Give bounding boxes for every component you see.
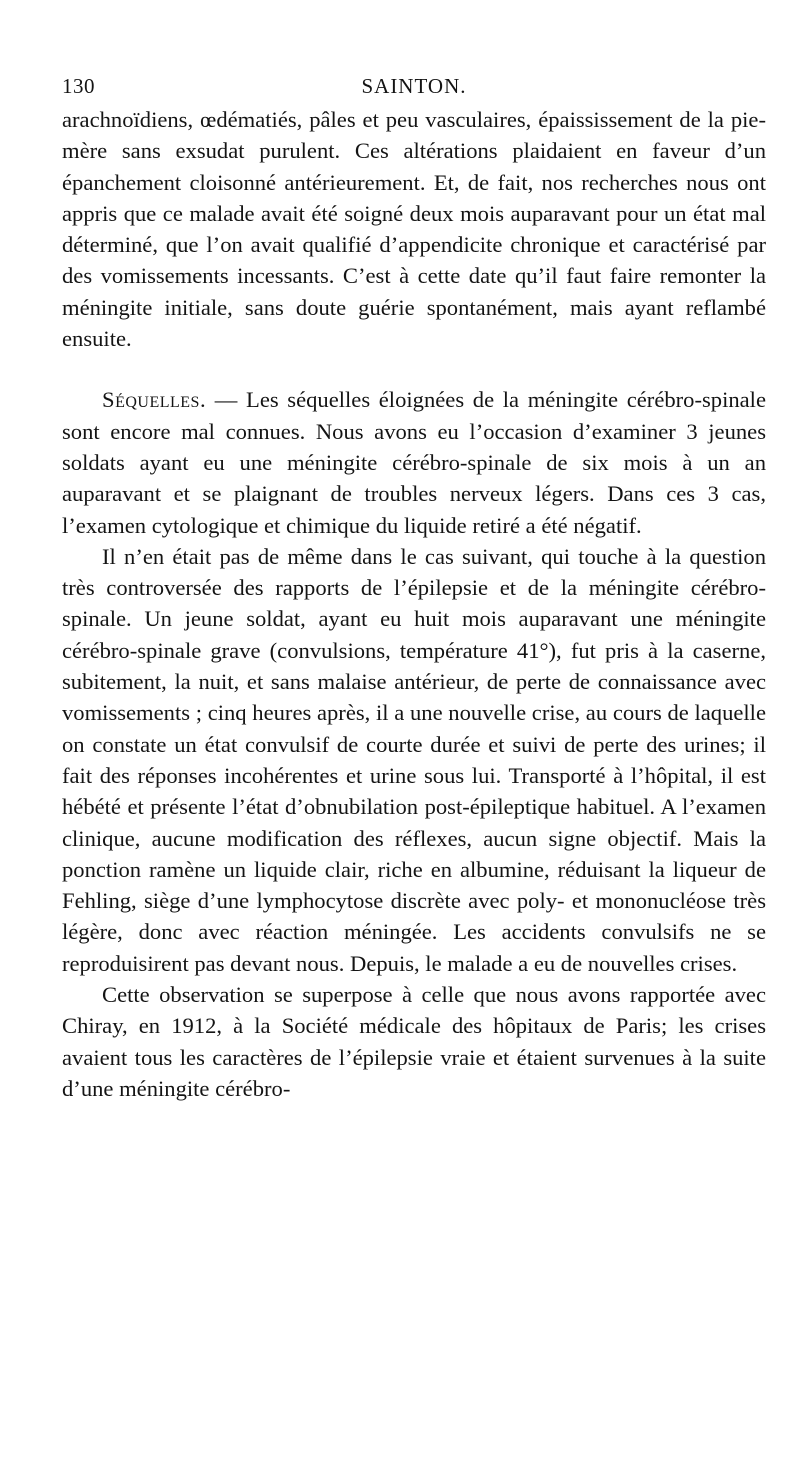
section-gap [62,354,766,384]
book-page [62,68,766,1104]
paragraph-sequelles [62,384,766,540]
page-number: 130 [62,74,95,98]
page-header [62,68,766,104]
paragraph-sequelles-body: Les séquelles éloignées de la méningite cérébro-spinale sont encore mal connues. Nous avons eu l’occasion d’examiner 3 jeunes soldats ayant eu une méningite cérébro-spinale de six mois à un an auparavant et se plaignant de troubles nerveux légers. Dans ces 3 cas, l’examen cytologique et chimique du liquide retiré a été négatif. [62,387,766,538]
running-title: SAINTON. [361,74,467,98]
section-heading: Séquelles. [102,387,207,413]
heading-dash: — [206,387,247,413]
paragraph-1: arachnoïdiens, œdématiés, pâles et peu vasculaires, épaississement de la pie-mère sans exsudat purulent. Ces altérations plaidaient en faveur d’un épanchement cloisonné antérieurement. Et, de fait, nos recherches nous ont appris que ce malade avait été soigné deux mois auparavant pour un état mal déterminé, que l’on avait qualifié d’appendicite chronique et caractérisé par des vomissements incessants. C’est à cette date qu’il faut faire remonter la méningite initiale, sans doute guérie spontanément, mais ayant reflambé ensuite. [62,107,766,352]
paragraph-3: Il n’en était pas de même dans le cas suivant, qui touche à la question très controversée des rapports de l’épilepsie et de la méningite cérébro-spinale. Un jeune soldat, ayant eu huit mois auparavant une méningite cérébro-spinale grave (convulsions, température 41°), fut pris à la caserne, subitement, la nuit, et sans malaise antérieur, de perte de connaissance avec vomissements ; cinq heures après, il a une nouvelle crise, au cours de laquelle on constate un état convulsif de courte durée et suivi de perte des urines; il fait des réponses incohérentes et urine sous lui. Transporté à l’hôpital, il est hébété et présente l’état d’obnubilation post-épileptique habituel. A l’examen clinique, aucune modification des réflexes, aucun signe objectif. Mais la ponction ramène un liquide clair, riche en albumine, réduisant la liqueur de Fehling, siège d’une lymphocytose discrète avec poly- et mononucléose très légère, donc avec réaction méningée. Les accidents convulsifs ne se reproduisirent pas devant nous. Depuis, le malade a eu de nouvelles crises. [62,543,766,976]
paragraph-4: Cette observation se superpose à celle que nous avons rapportée avec Chiray, en 1912, à la Société médicale des hôpitaux de Paris; les crises avaient tous les caractères de l’épilepsie vraie et étaient survenues à la suite d’une méningite cérébro- [62,982,766,1101]
